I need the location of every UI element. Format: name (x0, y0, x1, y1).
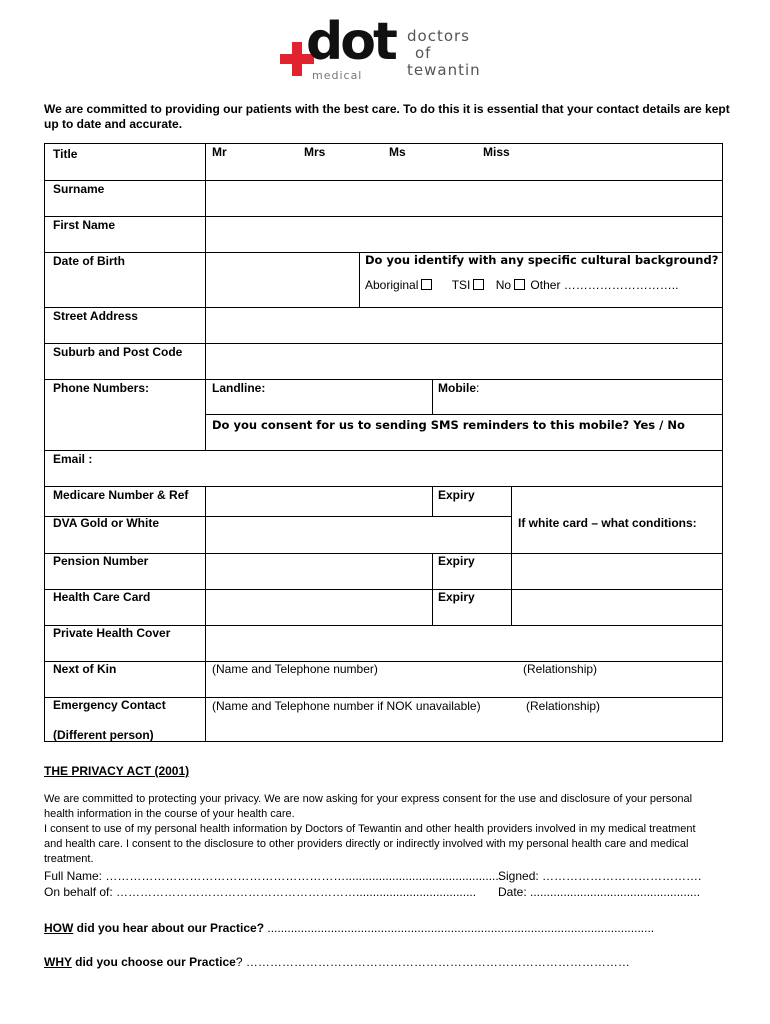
nok-label: Next of Kin (53, 662, 117, 676)
dob-label: Date of Birth (53, 254, 125, 268)
logo-line: tewantin (407, 61, 481, 79)
col-divider (205, 144, 206, 450)
health-care-expiry-label: Expiry (438, 590, 475, 604)
privacy-line: treatment. (44, 853, 94, 865)
privacy-paragraph-2 (44, 822, 696, 867)
row-divider (45, 307, 722, 308)
email-label: Email : (53, 452, 93, 466)
row-divider (45, 216, 722, 217)
intro-text: We are committed to providing our patients with the best care. To do this it is essential that your contact details are kept up to date and accurate. (44, 102, 730, 131)
col-divider (359, 252, 360, 307)
aboriginal-checkbox[interactable] (421, 279, 432, 290)
practice-logo (280, 12, 490, 86)
row-divider (45, 379, 722, 380)
suburb-label: Suburb and Post Code (53, 345, 183, 359)
privacy-line: We are committed to protecting your privacy. We are now asking for your express consent for the use and disclosure of your personal (44, 793, 693, 805)
privacy-heading-text: THE PRIVACY ACT (2001) (44, 764, 190, 778)
cultural-options (365, 278, 678, 292)
row-divider (45, 180, 722, 181)
why-answer-line[interactable]: ? …………………………………………………………………………………… (235, 955, 630, 969)
col-divider (511, 553, 512, 625)
emergency-label: Emergency Contact (53, 698, 166, 712)
how-key: HOW (44, 921, 74, 935)
privacy-paragraph-1 (44, 792, 692, 822)
medicare-expiry-label: Expiry (438, 488, 475, 502)
sms-consent-question[interactable]: Do you consent for us to sending SMS reminders to this mobile? Yes / No (212, 418, 685, 432)
logo-practice-name (407, 28, 481, 79)
logo-sub: medical (312, 69, 363, 82)
row-divider (205, 414, 722, 415)
option-other: Other ……………………….. (530, 278, 679, 292)
privacy-line: I consent to use of my personal health information by Doctors of Tewantin and other health providers involved in my medical treatment (44, 823, 696, 835)
white-card-label: If white card – what conditions: (518, 516, 697, 530)
why-text: did you choose our Practice (71, 955, 236, 969)
privacy-line: and health care. I consent to the disclosure to other providers directly or indirectly involved with my personal health care and medical (44, 838, 689, 850)
how-text: did you hear about our Practice? (73, 921, 265, 935)
pension-expiry-label: Expiry (438, 554, 475, 568)
first-name-label: First Name (53, 218, 116, 232)
no-checkbox[interactable] (514, 279, 525, 290)
emergency-sub-label: (Different person) (53, 728, 154, 742)
why-key: WHY (44, 955, 72, 969)
private-health-label: Private Health Cover (53, 626, 171, 640)
phone-label: Phone Numbers: (53, 381, 150, 395)
col-divider (205, 486, 206, 741)
title-option-mrs[interactable]: Mrs (304, 145, 326, 159)
on-behalf-field[interactable]: On behalf of: …………………………………………………….................................... (44, 885, 477, 899)
logo-line: of (415, 44, 432, 62)
privacy-line: health information in the course of your health care. (44, 808, 295, 820)
option-aboriginal: Aboriginal (365, 278, 419, 292)
option-tsi: TSI (451, 278, 471, 292)
col-divider (511, 486, 512, 553)
logo-line: doctors (407, 27, 470, 45)
mobile-label: Mobile (438, 381, 476, 395)
cultural-question: Do you identify with any specific cultural background? (365, 253, 719, 267)
how-answer-line[interactable]: .................................................................................................................... (264, 921, 655, 935)
why-question[interactable] (44, 955, 630, 969)
patient-details-form (44, 143, 723, 742)
col-divider (432, 379, 433, 414)
nok-relationship: (Relationship) (523, 662, 598, 676)
row-divider (45, 661, 722, 662)
street-label: Street Address (53, 309, 138, 323)
title-option-miss[interactable]: Miss (483, 145, 510, 159)
tsi-checkbox[interactable] (473, 279, 484, 290)
mobile-colon: : (476, 381, 480, 395)
privacy-heading (44, 764, 189, 780)
signed-field[interactable]: Signed: …………………………………. (498, 869, 702, 883)
how-question[interactable] (44, 921, 654, 935)
title-option-mr[interactable]: Mr (212, 145, 227, 159)
landline-label: Landline: (212, 381, 266, 395)
option-no: No (495, 278, 512, 292)
dva-label: DVA Gold or White (53, 516, 159, 530)
full-name-field[interactable]: Full Name: ……………………………………………………............................................... (44, 869, 503, 883)
mobile-label-wrap (438, 381, 479, 395)
nok-hint: (Name and Telephone number) (212, 662, 378, 676)
row-divider (45, 450, 722, 451)
title-option-ms[interactable]: Ms (389, 145, 406, 159)
health-care-label: Health Care Card (53, 590, 151, 604)
pension-label: Pension Number (53, 554, 149, 568)
logo-brand: dot (306, 12, 395, 72)
row-divider (45, 343, 722, 344)
title-label: Title (53, 147, 78, 161)
emergency-hint: (Name and Telephone number if NOK unavailable) (212, 699, 481, 713)
col-divider (432, 553, 433, 625)
date-field[interactable]: Date: ................................................... (498, 885, 701, 899)
col-divider (432, 486, 433, 516)
row-divider (45, 486, 722, 487)
emergency-relationship: (Relationship) (526, 699, 601, 713)
medicare-label: Medicare Number & Ref (53, 488, 189, 502)
surname-label: Surname (53, 182, 105, 196)
